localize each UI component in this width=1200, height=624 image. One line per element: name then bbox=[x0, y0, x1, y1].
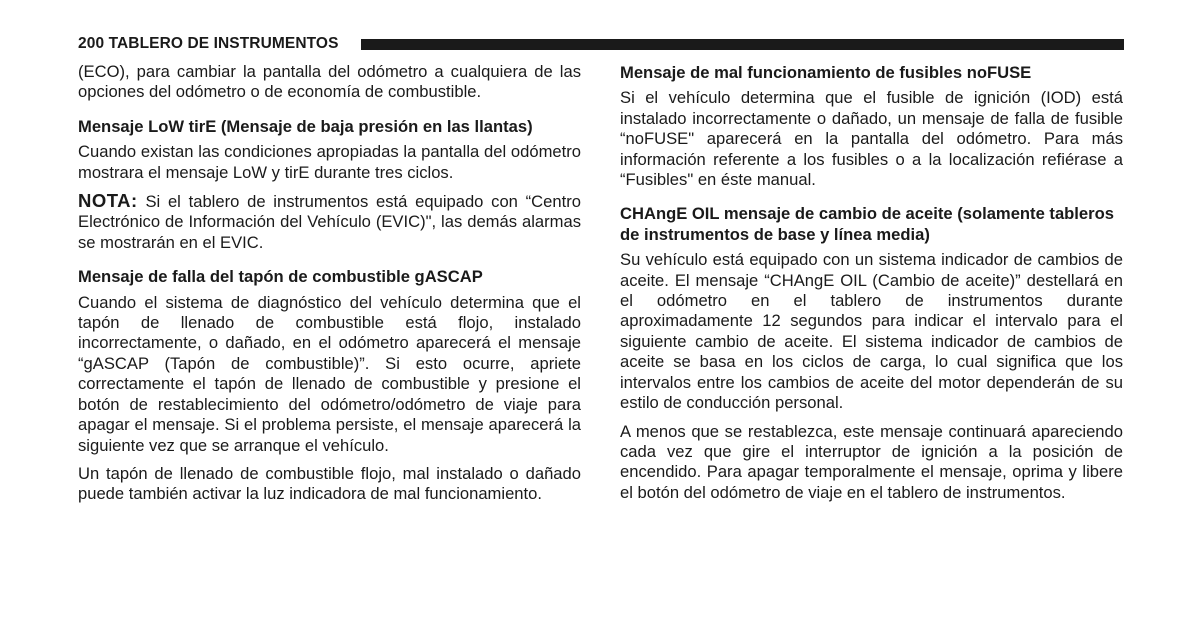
change-oil-paragraph-1: Su vehículo está equipado con un sistema indicador de cambios de aceite. El mensaje “CHAngE OIL (Cambio de aceite)” destellará en el odómetro en el tablero de instrumentos durante aproximadamente 12 segundos para indicar el intervalo para el siguiente cambio de aceite. El sistema indicador de cambios de aceite se basa en los ciclos de carga, lo cual significa que los intervalos entre los cambios de aceite del motor dependerán de su estilo de conducción personal. bbox=[620, 250, 1123, 413]
header-rule bbox=[361, 39, 1124, 50]
page-header-text bbox=[78, 35, 339, 53]
nofuse-paragraph: Si el vehículo determina que el fusible de ignición (IOD) está instalado incorrectamente o dañado, un mensaje de falla de fusible “noFUSE" aparecerá en la pantalla del odómetro. Para más información referente a los fusibles o a la localización refiérase a “Fusibles" en éste manual. bbox=[620, 88, 1123, 190]
nota-label: NOTA: bbox=[78, 190, 138, 212]
low-tire-paragraph: Cuando existan las condiciones apropiadas la pantalla del odómetro mostrara el mensaje LoW y tirE durante tres ciclos. bbox=[78, 142, 581, 182]
left-column bbox=[78, 62, 581, 513]
gascap-paragraph-1: Cuando el sistema de diagnóstico del vehículo determina que el tapón de llenado de combustible está flojo, instalado incorrectamente, o dañado, en el odómetro aparecerá el mensaje “gASCAP (Tapón de combustible)”. Si esto ocurre, apriete correctamente el tapón de llenado de combustible y presione el botón de restablecimiento del odómetro/odómetro de viaje para apagar el mensaje. Si el problema persiste, el mensaje aparecerá la siguiente vez que se arranque el vehículo. bbox=[78, 292, 581, 455]
right-column bbox=[620, 62, 1123, 511]
page-number: 200 bbox=[78, 35, 105, 52]
nota-paragraph bbox=[78, 191, 581, 253]
low-tire-heading: Mensaje LoW tirE (Mensaje de baja presión en las llantas) bbox=[78, 116, 533, 136]
section-title: TABLERO DE INSTRUMENTOS bbox=[108, 35, 339, 52]
intro-paragraph: (ECO), para cambiar la pantalla del odómetro a cualquiera de las opciones del odómetro o de economía de combustible. bbox=[78, 62, 581, 102]
gascap-paragraph-2: Un tapón de llenado de combustible flojo, mal instalado o dañado puede también activar la luz indicadora de mal funcionamiento. bbox=[78, 463, 581, 504]
change-oil-heading: CHAngE OIL mensaje de cambio de aceite (solamente tableros de instrumentos de base y línea media) bbox=[620, 204, 1114, 244]
nofuse-heading: Mensaje de mal funcionamiento de fusibles noFUSE bbox=[620, 63, 1032, 82]
page-header bbox=[78, 34, 1124, 54]
change-oil-paragraph-2: A menos que se restablezca, este mensaje continuará apareciendo cada vez que gire el interruptor de ignición a la posición de encendido. Para apagar temporalmente el mensaje, oprima y libere el botón del odómetro de viaje en el tablero de instrumentos. bbox=[620, 421, 1123, 502]
gascap-heading: Mensaje de falla del tapón de combustible gASCAP bbox=[78, 267, 483, 287]
nota-body: Si el tablero de instrumentos está equipado con “Centro Electrónico de Información del Vehículo (EVIC)", las demás alarmas se mostrarán en el EVIC. bbox=[78, 192, 581, 252]
